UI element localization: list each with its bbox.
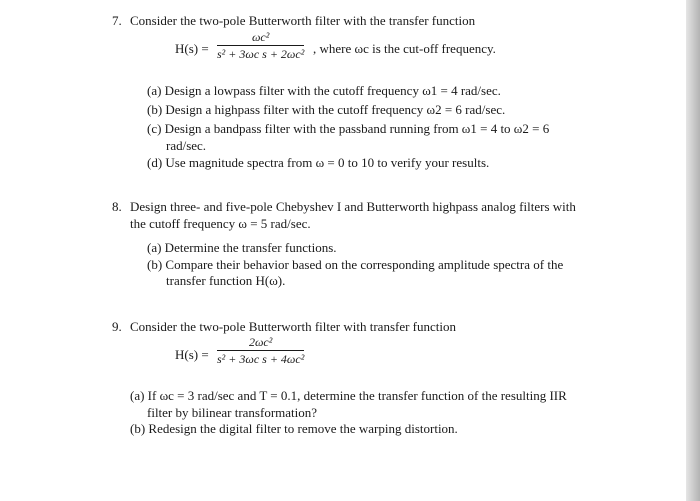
problem-intro-line-1: Design three- and five-pole Chebyshev I and Butterworth highpass analog filters with — [130, 199, 576, 214]
part-b: (b) Redesign the digital filter to remove the warping distortion. — [130, 421, 458, 436]
transfer-function-fraction — [217, 335, 304, 366]
problem-intro: Consider the two-pole Butterworth filter with the transfer function — [130, 13, 476, 28]
page-edge-shadow — [686, 0, 700, 501]
problem-number: 9. — [112, 319, 122, 334]
problem-number: 8. — [112, 199, 122, 214]
transfer-function-fraction — [217, 30, 304, 61]
part-a: (a) If ωc = 3 rad/sec and T = 0.1, determine the transfer function of the resulting IIR — [130, 388, 567, 403]
part-a: (a) Design a lowpass filter with the cutoff frequency ω1 = 4 rad/sec. — [147, 83, 501, 98]
fraction-denominator: s² + 3ωc s + 4ωc² — [217, 352, 305, 366]
formula-note: , where ωc is the cut-off frequency. — [313, 41, 496, 56]
part-b: (b) Design a highpass filter with the cutoff frequency ω2 = 6 rad/sec. — [147, 102, 506, 117]
part-b: (b) Compare their behavior based on the corresponding amplitude spectra of the — [147, 257, 564, 272]
part-a-continued: filter by bilinear transformation? — [147, 405, 318, 420]
fraction-numerator: 2ωc² — [248, 335, 273, 349]
part-a: (a) Determine the transfer functions. — [147, 240, 337, 255]
fraction-bar — [217, 350, 304, 351]
problem-intro: Consider the two-pole Butterworth filter with transfer function — [130, 319, 457, 334]
part-b-continued: transfer function H(ω). — [166, 273, 286, 288]
part-c: (c) Design a bandpass filter with the passband running from ω1 = 4 to ω2 = 6 — [147, 121, 550, 136]
problem-intro-line-2: the cutoff frequency ω = 5 rad/sec. — [130, 216, 311, 231]
part-c-continued: rad/sec. — [166, 138, 207, 153]
fraction-numerator: ωc² — [251, 30, 270, 44]
problem-number: 7. — [112, 13, 122, 28]
fraction-denominator: s² + 3ωc s + 2ωc² — [217, 47, 305, 61]
formula-lhs: H(s) = — [175, 347, 209, 362]
formula-lhs: H(s) = — [175, 41, 209, 56]
fraction-bar — [217, 45, 304, 46]
part-d: (d) Use magnitude spectra from ω = 0 to 10 to verify your results. — [147, 155, 490, 170]
